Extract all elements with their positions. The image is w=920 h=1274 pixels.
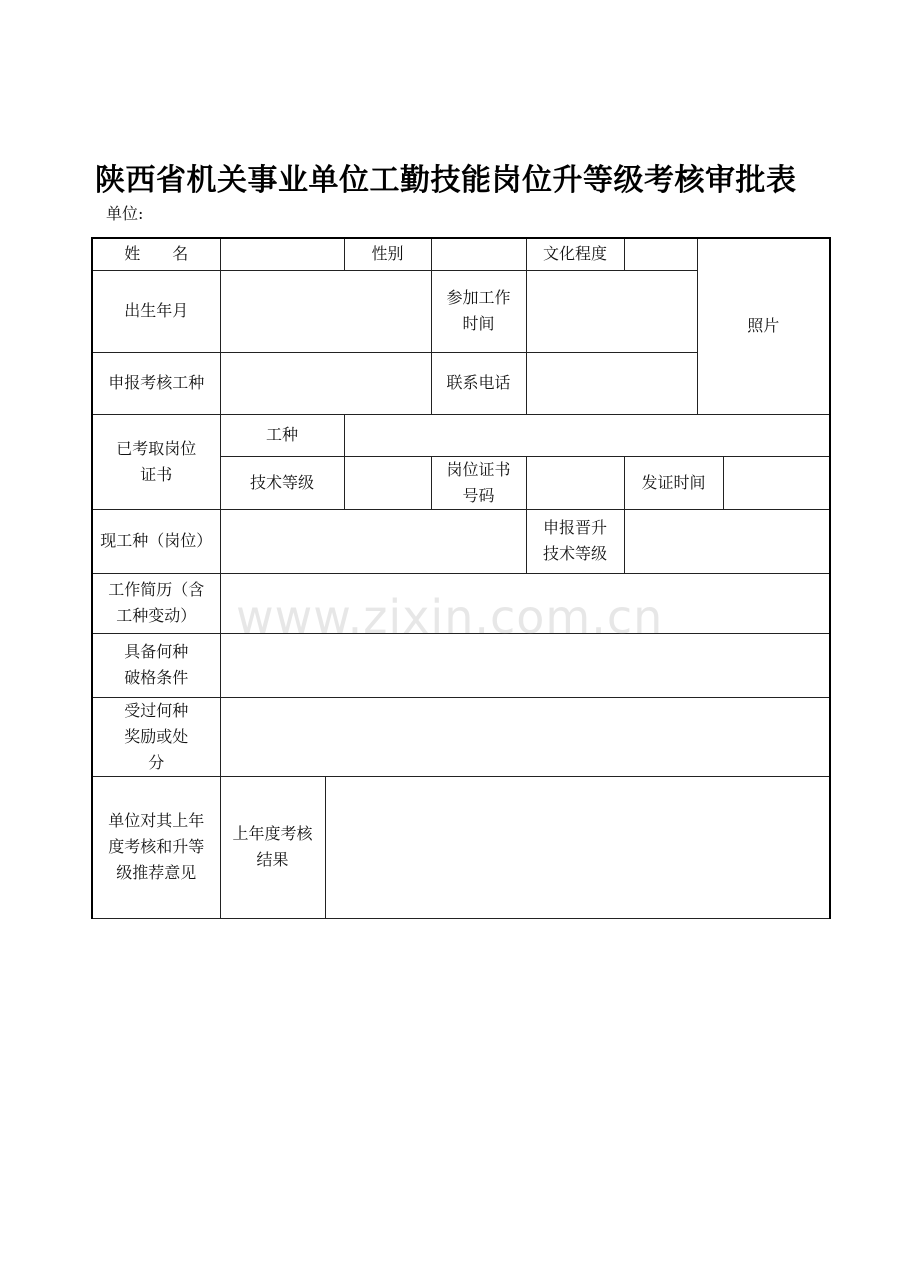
trade-label: 工种	[220, 414, 344, 456]
apply-type-field[interactable]	[220, 352, 431, 414]
rewards-label: 受过何种奖励或处分	[92, 697, 220, 776]
cert-no-field[interactable]	[526, 456, 624, 509]
unit-opinion-field[interactable]	[325, 776, 830, 918]
name-label: 姓 名	[92, 238, 220, 270]
last-year-result-label: 上年度考核结果	[220, 776, 325, 918]
exception-label: 具备何种破格条件	[92, 633, 220, 697]
trade-field[interactable]	[344, 414, 830, 456]
education-field[interactable]	[624, 238, 697, 270]
apply-level-field[interactable]	[624, 509, 830, 573]
cert-no-label: 岗位证书号码	[431, 456, 526, 509]
unit-opinion-label: 单位对其上年度考核和升等级推荐意见	[92, 776, 220, 918]
apply-type-label: 申报考核工种	[92, 352, 220, 414]
issue-date-label: 发证时间	[624, 456, 723, 509]
watermark: www.zixin.com.cn	[236, 590, 664, 644]
gender-field[interactable]	[431, 238, 526, 270]
unit-label: 单位:	[106, 204, 144, 223]
resume-field[interactable]	[220, 573, 830, 633]
form-title: 陕西省机关事业单位工勤技能岗位升等级考核审批表	[95, 163, 797, 198]
work-start-label: 参加工作时间	[431, 270, 526, 352]
work-start-field[interactable]	[526, 270, 697, 352]
current-trade-field[interactable]	[220, 509, 526, 573]
resume-label: 工作简历（含工种变动）	[92, 573, 220, 633]
phone-label: 联系电话	[431, 352, 526, 414]
birth-label: 出生年月	[92, 270, 220, 352]
tech-level-field[interactable]	[344, 456, 431, 509]
gender-label: 性别	[344, 238, 431, 270]
rewards-field[interactable]	[220, 697, 830, 776]
phone-field[interactable]	[526, 352, 697, 414]
tech-level-label: 技术等级	[220, 456, 344, 509]
issue-date-field[interactable]	[723, 456, 830, 509]
exception-field[interactable]	[220, 633, 830, 697]
current-trade-label: 现工种（岗位）	[92, 509, 220, 573]
photo-box[interactable]: 照片	[697, 238, 830, 414]
approval-form-table	[91, 237, 831, 919]
name-field[interactable]	[220, 238, 344, 270]
obtained-cert-label: 已考取岗位证书	[92, 414, 220, 509]
apply-level-label: 申报晋升技术等级	[526, 509, 624, 573]
education-label: 文化程度	[526, 238, 624, 270]
birth-field[interactable]	[220, 270, 431, 352]
